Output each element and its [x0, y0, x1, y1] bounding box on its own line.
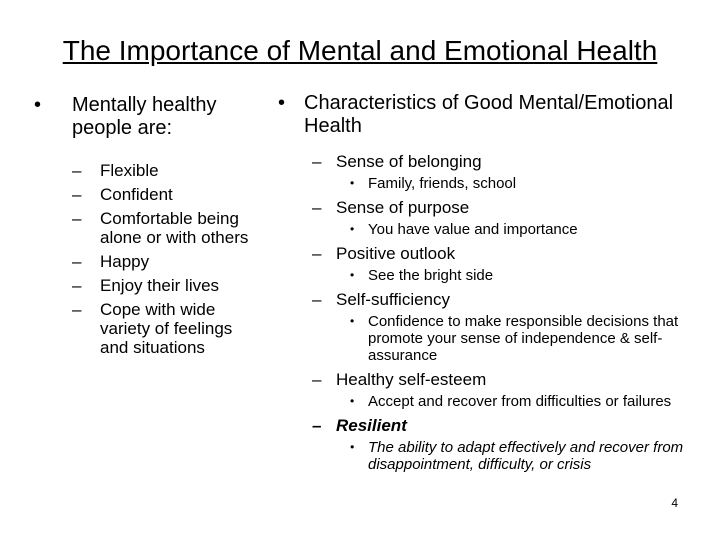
left-heading: [28, 94, 258, 140]
dash-icon: –: [312, 244, 322, 263]
bullet-icon: •: [350, 440, 355, 454]
characteristic-label: Sense of belonging: [336, 152, 482, 171]
list-item: [28, 209, 258, 247]
bullet-icon: •: [350, 314, 355, 328]
left-heading-text: Mentally healthy people are:: [72, 94, 217, 139]
characteristic-detail-text: Accept and recover from difficulties or failures: [368, 393, 672, 410]
dash-icon: –: [312, 198, 322, 217]
characteristic-detail-text: See the bright side: [368, 267, 494, 284]
right-heading: [274, 92, 694, 138]
characteristic-detail-text: Confidence to make responsible decisions that promote your sense of independence & self-assurance: [368, 313, 679, 364]
list-item-text: Confident: [100, 185, 173, 204]
dash-icon: –: [312, 416, 322, 435]
list-item-text: Happy: [100, 252, 150, 271]
characteristic-detail-text: Family, friends, school: [368, 175, 517, 192]
characteristic-label: Sense of purpose: [336, 198, 470, 217]
bullet-icon: •: [350, 268, 355, 282]
list-item-text: Comfortable being alone or with others: [100, 209, 249, 247]
list-item: [28, 276, 258, 295]
bullet-icon: •: [350, 176, 355, 190]
characteristic-item: [274, 198, 694, 217]
dash-icon: –: [312, 370, 322, 389]
characteristic-label: Self-sufficiency: [336, 290, 451, 309]
dash-icon: –: [312, 290, 322, 309]
characteristic-label: Healthy self-esteem: [336, 370, 487, 389]
list-item: [28, 300, 258, 357]
dash-icon: –: [72, 252, 82, 271]
characteristic-item: [274, 290, 694, 309]
list-item-text: Enjoy their lives: [100, 276, 220, 295]
dash-icon: –: [72, 300, 82, 319]
list-item: [28, 185, 258, 204]
bullet-icon: •: [350, 394, 355, 408]
characteristic-detail: [274, 393, 694, 410]
dash-icon: –: [312, 152, 322, 171]
characteristic-item: [274, 152, 694, 171]
characteristic-detail: [274, 267, 694, 284]
right-heading-text: Characteristics of Good Mental/Emotional Health: [304, 92, 674, 137]
characteristic-detail: [274, 313, 694, 364]
characteristic-label: Resilient: [336, 416, 407, 435]
characteristic-label: Positive outlook: [336, 244, 456, 263]
bullet-icon: •: [278, 92, 286, 114]
characteristic-item: [274, 370, 694, 389]
characteristic-item: [274, 416, 694, 435]
list-item-text: Flexible: [100, 161, 159, 180]
page-number: 4: [671, 496, 678, 510]
characteristic-item: [274, 244, 694, 263]
bullet-icon: •: [34, 94, 42, 116]
dash-icon: –: [72, 185, 82, 204]
characteristic-detail: [274, 175, 694, 192]
dash-icon: –: [72, 209, 82, 228]
dash-icon: –: [72, 161, 82, 180]
list-item-text: Cope with wide variety of feelings and situations: [100, 300, 233, 357]
list-item: [28, 252, 258, 271]
dash-icon: –: [72, 276, 82, 295]
slide-title: The Importance of Mental and Emotional Health: [62, 35, 658, 66]
right-column: [274, 92, 694, 473]
bullet-icon: •: [350, 222, 355, 236]
characteristic-detail: [274, 439, 694, 473]
characteristic-detail: [274, 221, 694, 238]
characteristic-detail-text: You have value and importance: [368, 221, 578, 238]
list-item: [28, 161, 258, 180]
left-column: [28, 94, 258, 357]
characteristic-detail-text: The ability to adapt effectively and recover from disappointment, difficulty, or crisis: [368, 439, 684, 473]
